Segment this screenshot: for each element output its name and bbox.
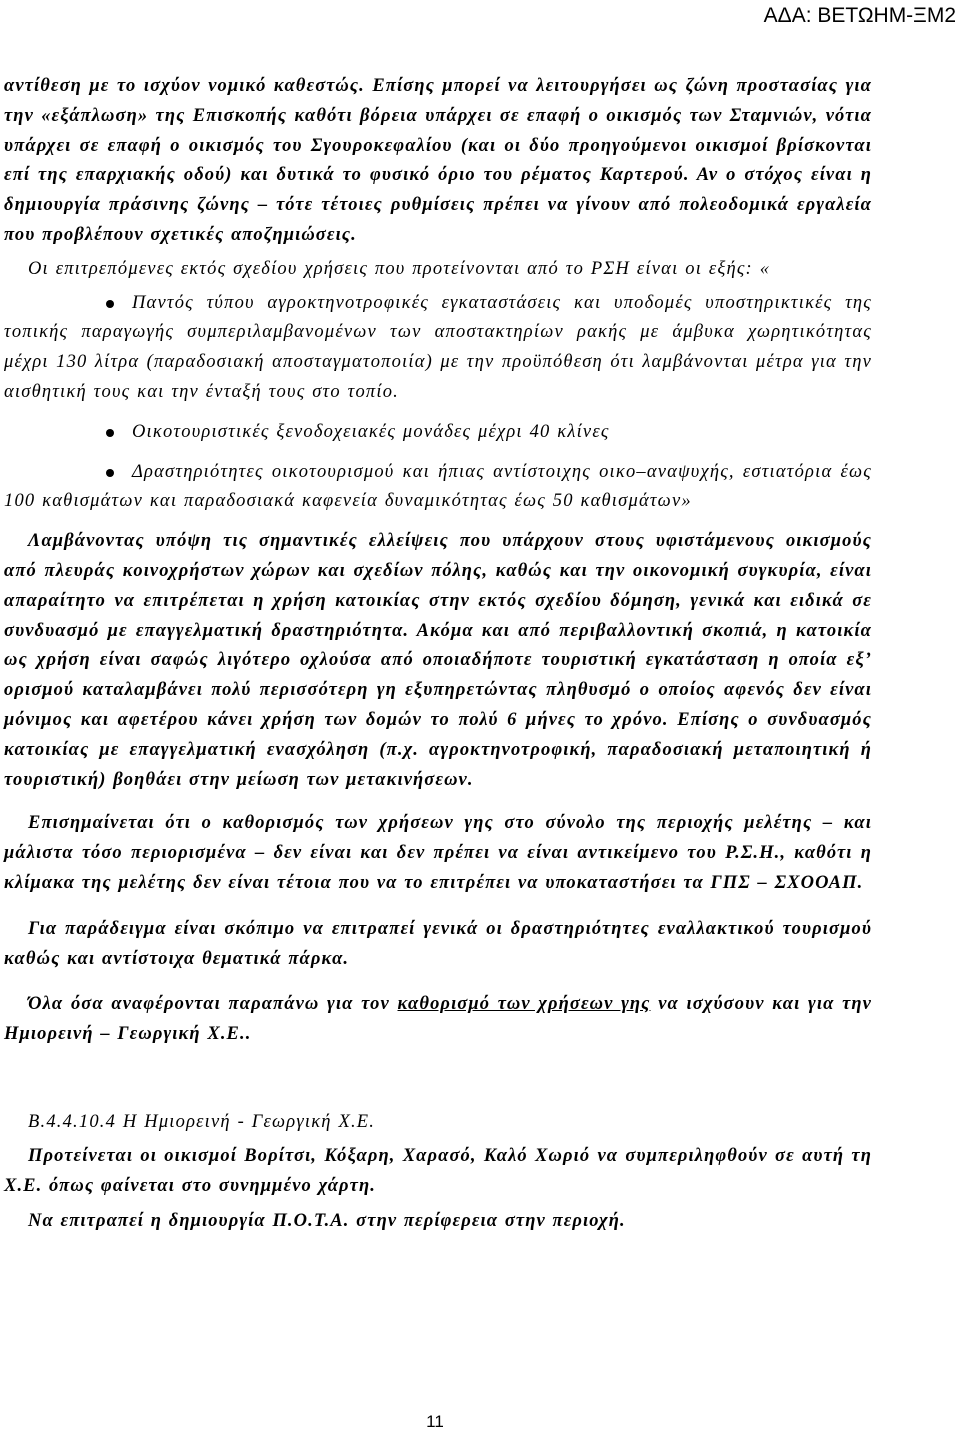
paragraph-settlements: Προτείνεται οι οικισμοί Βορίτσι, Κόξαρη, Χαρασό, Καλό Χωριό να συμπεριληφθούν σε αυτή τη Χ.Ε. όπως φαίνεται στο συνημμένο χάρτη. xyxy=(4,1145,872,1196)
paragraph-land-use-note: Επισημαίνεται ότι ο καθορισμός των χρήσεων γης στο σύνολο της περιοχής μελέτης – και μάλιστα τόσο περιορισμένα – δεν είναι και δεν πρέπει να είναι αντικείμενο του Ρ.Σ.Η., καθότι η κλίμακα της μελέτης δεν είναι τέτοια που να το επιτρέπει να υποκαταστήσει τα ΓΠΣ – ΣΧΟΟΑΠ. xyxy=(4,813,872,893)
page-number: 11 xyxy=(426,1412,444,1431)
list-item: Παντός τύπου αγροκτηνοτροφικές εγκαταστάσεις και υποδομές υποστηρικτικές της τοπικής παραγωγής συμπεριλαμβανομένων των αποστακτηρίων ρακής με άμβυκα χωρητικότητας μέχρι 130 λίτρα (παραδοσιακή αποσταγματοποιία) με την προϋπόθεση ότι λαμβάνονται μέτρα για την αισθητική τους και την ένταξή τους στο τοπίο. xyxy=(4,292,872,402)
list-item: Δραστηριότητες οικοτουρισμού και ήπιας αντίστοιχης οικο–αναψυχής, εστιατόρια έως 100 καθισμάτων και παραδοσιακά καφενεία δυναμικότητας έως 50 καθισμάτων» xyxy=(4,461,872,512)
paragraph-semi-mountainous: Όλα όσα αναφέρονται παραπάνω για τον καθορισμό των χρήσεων γης να ισχύσουν και για την Ημιορεινή – Γεωργική Χ.Ε.. xyxy=(4,994,872,1045)
list-item: Οικοτουριστικές ξενοδοχειακές μονάδες μέχρι 40 κλίνες xyxy=(4,418,872,448)
paragraph-intro: αντίθεση με το ισχύον νομικό καθεστώς. Επίσης μπορεί να λειτουργήσει ως ζώνη προστασίας για την «εξάπλωση» της Επισκοπής καθότι βόρεια υπάρχει σε επαφή ο οικισμός των Σταμνιών, νότια υπάρχει σε επαφή ο οικισμός του Σγουροκεφαλίου (και οι δύο προηγούμενοι οικισμοί βρίσκονται επί της επαρχιακής οδού) και δυτικά το φυσικό όριο του ρέματος Καρτερού. Αν ο στόχος είναι η δημιουργία πράσινης ζώνης – τότε τέτοιες ρυθμίσεις πρέπει να γίνουν από πολεοδομικά εργαλεία που προβλέπουν σχετικές αποζημιώσεις. xyxy=(4,76,872,245)
document-body xyxy=(4,72,872,1237)
underlined-phrase: καθορισμό των χρήσεων γης xyxy=(397,994,651,1015)
bullet-icon xyxy=(106,469,114,477)
section-heading: Β.4.4.10.4 Η Ημιορεινή - Γεωργική Χ.Ε. xyxy=(28,1111,376,1132)
paragraph-residential-use: Λαμβάνοντας υπόψη τις σημαντικές ελλείψεις που υπάρχουν στους υφιστάμενους οικισμούς από πλευράς κοινοχρήστων χώρων και σχεδίων πόλης, καθώς και την οικονομική συγκυρία, είναι απαραίτητο να επιτρέπεται η χρήση κατοικίας στην εκτός σχεδίου δόμηση, γενικά και ειδικά σε συνδυασμό με επαγγελματική δραστηριότητα. Ακόμα και από περιβαλλοντική σκοπιά, η κατοικία ως χρήση είναι σαφώς λιγότερο οχλούσα από οποιαδήποτε τουριστική εγκατάσταση η οποία εξ’ ορισμού καταλαμβάνει πολύ περισσότερη γη εξυπηρετώντας πληθυσμό ο οποίος αφενός δεν είναι μόνιμος και αφετέρου κάνει χρήση των δομών το πολύ 6 μήνες το χρόνο. Επίσης ο συνδυασμός κατοικίας με επαγγελματική ενασχόληση (π.χ. αγροκτηνοτροφική, παραδοσιακή μεταποιητική ή τουριστική) βοηθάει στην μείωση των μετακινήσεων. xyxy=(4,531,872,790)
bullet-icon xyxy=(106,429,114,437)
permitted-uses-list xyxy=(4,289,872,518)
ada-code: ΑΔΑ: ΒΕΤΩΗΜ-ΞΜ2 xyxy=(763,4,956,27)
paragraph-pota: Να επιτραπεί η δημιουργία Π.Ο.Τ.Α. στην περίφερεια στην περιοχή. xyxy=(28,1211,626,1232)
bullet-icon xyxy=(106,300,114,308)
paragraph-alternative-tourism: Για παράδειγμα είναι σκόπιμο να επιτραπεί γενικά οι δραστηριότητες εναλλακτικού τουρισμού καθώς και αντίστοιχα θεματικά πάρκα. xyxy=(4,918,872,969)
paragraph-permitted-uses: Οι επιτρεπόμενες εκτός σχεδίου χρήσεις που προτείνονται από το ΡΣΗ είναι οι εξής: « xyxy=(28,258,771,279)
